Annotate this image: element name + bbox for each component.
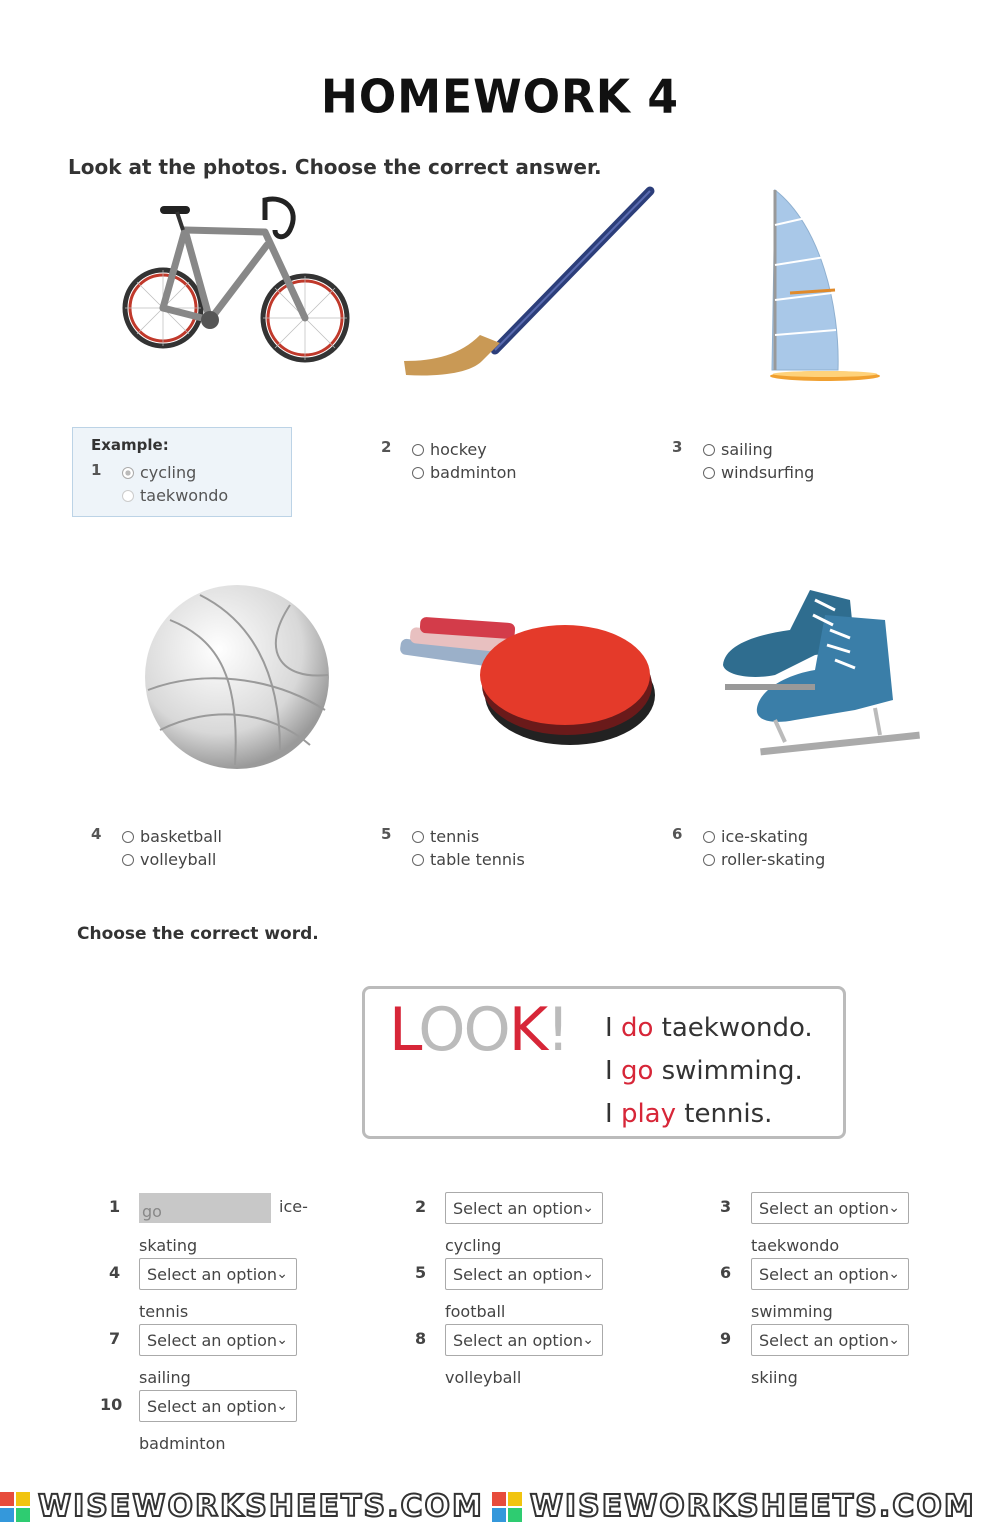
option-badminton[interactable]: badminton: [412, 463, 517, 482]
option-select[interactable]: Select an option ⌄: [751, 1258, 909, 1290]
item-word: skiing: [751, 1368, 798, 1387]
option-volleyball[interactable]: volleyball: [122, 850, 216, 869]
look-line: I do taekwondo.: [605, 1013, 813, 1043]
item-number: 10: [100, 1395, 123, 1414]
item-word: swimming: [751, 1302, 833, 1321]
item-word: cycling: [445, 1236, 502, 1255]
radio-button[interactable]: [122, 831, 134, 843]
instruction-photos: Look at the photos. Choose the correct answer.: [68, 155, 602, 179]
chevron-down-icon: ⌄: [276, 1332, 288, 1348]
brand-logo-icon: [492, 1492, 522, 1522]
radio-button: [122, 490, 134, 502]
example-label: Example:: [91, 436, 169, 454]
option-select[interactable]: Select an option ⌄: [445, 1258, 603, 1290]
chevron-down-icon: ⌄: [276, 1398, 288, 1414]
bicycle-image: [115, 190, 355, 390]
option-taekwondo: taekwondo: [122, 486, 228, 505]
question-number: 1: [91, 461, 102, 479]
question-number: 2: [381, 438, 392, 456]
chevron-down-icon: ⌄: [888, 1266, 900, 1282]
question-number: 3: [672, 438, 683, 456]
option-select[interactable]: Select an option ⌄: [139, 1390, 297, 1422]
item-number: 1: [109, 1197, 121, 1216]
item-number: 9: [720, 1329, 732, 1348]
look-line: I go swimming.: [605, 1056, 803, 1086]
option-select[interactable]: Select an option ⌄: [139, 1258, 297, 1290]
radio-button: [122, 467, 134, 479]
radio-button[interactable]: [703, 854, 715, 866]
option-hockey[interactable]: hockey: [412, 440, 487, 459]
radio-button[interactable]: [703, 467, 715, 479]
question-number: 4: [91, 825, 102, 843]
brand-name: WISEWORKSHEETS.COM: [529, 1489, 976, 1524]
radio-button[interactable]: [703, 831, 715, 843]
brand-name: WISEWORKSHEETS.COM: [38, 1489, 484, 1524]
radio-button[interactable]: [122, 854, 134, 866]
item-number: 5: [415, 1263, 427, 1282]
ice-skates-image: [715, 580, 925, 770]
item-word: volleyball: [445, 1368, 522, 1387]
option-ice-skating[interactable]: ice-skating: [703, 827, 808, 846]
table-tennis-paddles-image: [395, 610, 660, 750]
radio-button[interactable]: [412, 831, 424, 843]
item-word: skating: [139, 1236, 198, 1255]
question-number: 6: [672, 825, 683, 843]
volleyball-image: [140, 580, 335, 775]
item-number: 8: [415, 1329, 427, 1348]
item-number: 7: [109, 1329, 121, 1348]
option-table-tennis[interactable]: table tennis: [412, 850, 525, 869]
option-tennis[interactable]: tennis: [412, 827, 479, 846]
radio-button[interactable]: [412, 467, 424, 479]
item-word: badminton: [139, 1434, 226, 1453]
item-number: 6: [720, 1263, 732, 1282]
chevron-down-icon: ⌄: [888, 1332, 900, 1348]
footer-watermark: [0, 1488, 1000, 1525]
option-basketball[interactable]: basketball: [122, 827, 222, 846]
page-title: HOMEWORK 4: [321, 70, 679, 125]
look-box: [362, 986, 846, 1139]
item-word: taekwondo: [751, 1236, 840, 1255]
windsurf-board-image: [700, 185, 930, 390]
hockey-stick-image: [400, 185, 660, 385]
option-roller-skating[interactable]: roller-skating: [703, 850, 825, 869]
option-select[interactable]: Select an option ⌄: [445, 1324, 603, 1356]
look-examples: [605, 1007, 813, 1136]
look-heading: LOOK!: [389, 995, 569, 1065]
option-select[interactable]: Select an option ⌄: [751, 1324, 909, 1356]
chevron-down-icon: ⌄: [582, 1332, 594, 1348]
option-select[interactable]: Select an option ⌄: [751, 1192, 909, 1224]
option-cycling: cycling: [122, 463, 196, 482]
item-number: 4: [109, 1263, 121, 1282]
chevron-down-icon: ⌄: [582, 1266, 594, 1282]
radio-button[interactable]: [412, 854, 424, 866]
option-windsurfing[interactable]: windsurfing: [703, 463, 814, 482]
item-number: 3: [720, 1197, 732, 1216]
chevron-down-icon: ⌄: [582, 1200, 594, 1216]
radio-button[interactable]: [703, 444, 715, 456]
item-word: sailing: [139, 1368, 191, 1387]
option-select[interactable]: Select an option ⌄: [445, 1192, 603, 1224]
question-number: 5: [381, 825, 392, 843]
radio-button[interactable]: [412, 444, 424, 456]
chevron-down-icon: ⌄: [276, 1266, 288, 1282]
option-select[interactable]: Select an option ⌄: [139, 1324, 297, 1356]
item-word: tennis: [139, 1302, 189, 1321]
answer-field-example: go: [139, 1193, 271, 1223]
item-number: 2: [415, 1197, 427, 1216]
look-line: I play tennis.: [605, 1099, 773, 1129]
chevron-down-icon: ⌄: [888, 1200, 900, 1216]
item-word: ice-: [279, 1197, 308, 1216]
option-sailing[interactable]: sailing: [703, 440, 773, 459]
item-word: football: [445, 1302, 506, 1321]
brand-logo-icon: [0, 1492, 30, 1522]
instruction-words: Choose the correct word.: [77, 924, 319, 944]
